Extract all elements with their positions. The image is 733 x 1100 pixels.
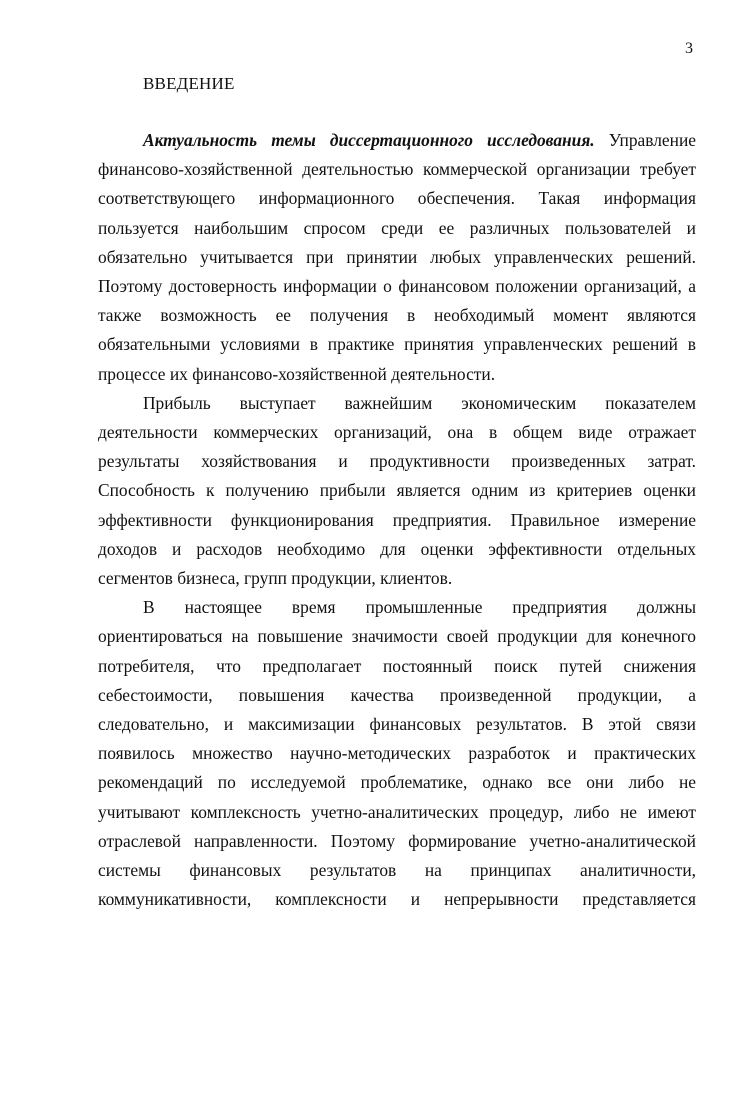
section-heading: ВВЕДЕНИЕ [143, 74, 235, 93]
paragraph-current-time [98, 593, 696, 914]
paragraph-text: В настоящее время промышленные предприятия должны ориентироваться на повышение значимости своей продукции для конечного потребителя, что предполагает постоянный поиск путей снижения себестоимости, повышения качества произведенной продукции, а следовательно, и максимизации финансовых результатов. В этой связи появилось множество научно-методических разработок и практических рекомендаций по исследуемой проблематике, однако все они либо не учитывают комплексность учетно-аналитических процедур, либо не имеют отраслевой направленности. Поэтому формирование учетно-аналитической системы финансовых результатов на принципах аналитичности, коммуникативности, комплексности и непрерывности представляется [98, 597, 696, 910]
page-number: 3 [685, 40, 693, 57]
paragraph-relevance [98, 126, 696, 389]
paragraph-lead: Актуальность темы диссертационного исследования. [143, 130, 595, 150]
paragraph-text: Управление финансово-хозяйственной деятельностью коммерческой организации требует соответствующего информационного обеспечения. Такая информация пользуется наибольшим спросом среди ее различных пользователей и обязательно учитывается при принятии любых управленческих решений. Поэтому достоверность информации о финансовом положении организаций, а также возможность ее получения в необходимый момент являются обязательными условиями в практике принятия управленческих решений в процессе их финансово-хозяйственной деятельности. [98, 130, 696, 384]
paragraph-text: Прибыль выступает важнейшим экономическим показателем деятельности коммерческих организаций, она в общем виде отражает результаты хозяйствования и продуктивности произведенных затрат. Способность к получению прибыли является одним из критериев оценки эффективности функционирования предприятия. Правильное измерение доходов и расходов необходимо для оценки эффективности отдельных сегментов бизнеса, групп продукции, клиентов. [98, 392, 696, 589]
document-body [98, 126, 696, 914]
paragraph-profit [98, 389, 696, 593]
